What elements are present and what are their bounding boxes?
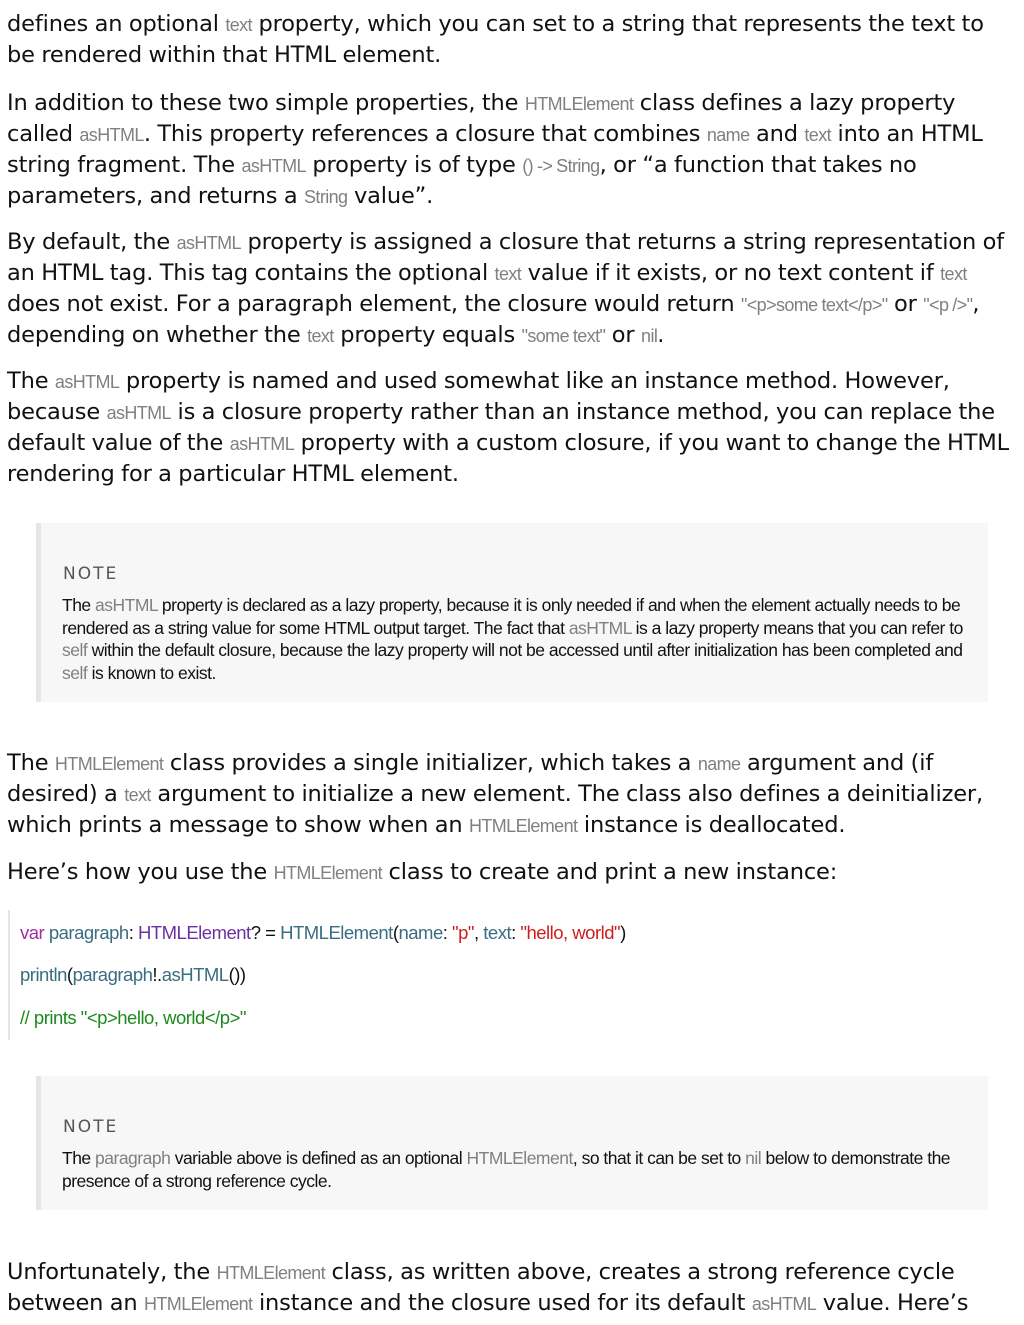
- inline-code: String: [304, 187, 348, 207]
- code-token: text: [483, 922, 512, 943]
- inline-code: name: [697, 754, 741, 774]
- text-run: The: [7, 750, 55, 776]
- text-run: and: [749, 121, 805, 147]
- code-token: HTMLElement: [280, 922, 393, 943]
- inline-code: asHTML: [106, 403, 171, 423]
- inline-code: "<p />": [923, 295, 973, 315]
- inline-code: HTMLElement: [216, 1263, 325, 1283]
- code-token: (: [66, 964, 73, 985]
- inline-code: paragraph: [95, 1148, 171, 1168]
- text-run: instance and the closure used for its default: [252, 1290, 752, 1316]
- inline-code: nil: [641, 326, 658, 346]
- inline-code: HTMLElement: [466, 1148, 573, 1168]
- text-run: class, as written above, creates a strong reference cycle between an: [7, 1259, 955, 1316]
- code-token: name: [398, 922, 443, 943]
- code-block: [8, 910, 1010, 1040]
- code-token: var: [20, 922, 45, 943]
- paragraph-ashtml-lazy-property: [7, 88, 1017, 212]
- text-run: class provides a single initializer, which takes a: [163, 750, 698, 776]
- paragraph-initializer: [7, 748, 1017, 841]
- paragraph-usage-intro: [7, 857, 1017, 888]
- inline-code: text: [804, 125, 832, 145]
- inline-code: text: [225, 15, 252, 35]
- text-run: class defines a lazy property called: [7, 90, 956, 147]
- code-token: :: [128, 922, 138, 943]
- code-token: "p": [452, 922, 474, 943]
- inline-code: asHTML: [176, 233, 241, 253]
- text-run: or: [605, 322, 642, 348]
- text-run: variable above is defined as an optional: [170, 1148, 467, 1168]
- text-run: The: [62, 1148, 96, 1168]
- code-token: paragraph: [48, 922, 129, 943]
- inline-code: HTMLElement: [273, 863, 383, 883]
- code-token: (: [392, 922, 399, 943]
- inline-code: text: [940, 264, 967, 284]
- text-run: instance is deallocated.: [577, 812, 846, 838]
- code-token: :: [511, 922, 521, 943]
- text-run: , or “a function that takes no parameters, and returns a: [7, 152, 917, 209]
- code-token: HTMLElement: [137, 922, 251, 943]
- code-token: paragraph: [72, 964, 153, 985]
- text-run: The: [62, 595, 96, 615]
- note-box-optional-paragraph: [36, 1076, 988, 1210]
- code-token: // prints "<p>hello, world</p>": [20, 1007, 246, 1028]
- text-run: argument to initialize a new element. The class also defines a deinitializer, which prints a message to show when an: [7, 781, 984, 838]
- code-token: :: [442, 922, 453, 943]
- code-token: ? =: [250, 922, 281, 943]
- text-run: class to create and print a new instance:: [382, 859, 838, 885]
- inline-code: () -> String: [522, 156, 600, 176]
- text-run: property is named and used somewhat like an instance method. However, because: [7, 368, 950, 425]
- text-run: property, which you can set to a string that represents the text to be rendered within that HTML element.: [7, 11, 984, 68]
- code-token: ,: [473, 922, 484, 943]
- text-run: property with a custom closure, if you want to change the HTML rendering for a particular HTML element.: [7, 430, 1010, 487]
- inline-code: HTMLElement: [468, 816, 578, 836]
- paragraph-closure-property: [7, 366, 1017, 489]
- inline-code: text: [124, 785, 151, 805]
- text-run: . This property references a closure that combines: [143, 121, 707, 147]
- text-run: within the default closure, because the lazy property will not be accessed until after initialization has been completed and: [87, 640, 963, 660]
- text-run: The: [7, 368, 55, 394]
- code-line: [20, 1007, 246, 1029]
- text-run: Here’s how you use the: [7, 859, 274, 885]
- code-token: println: [20, 964, 67, 985]
- text-run: By default, the: [7, 229, 177, 255]
- code-line: [20, 964, 246, 986]
- note-label: NOTE: [63, 1117, 119, 1137]
- inline-code: self: [62, 640, 88, 660]
- text-run: property is assigned a closure that returns a string representation of an HTML tag. This tag contains the optional: [7, 229, 1004, 286]
- text-run: or: [887, 291, 924, 317]
- text-run: is a lazy property means that you can refer to: [631, 617, 963, 638]
- text-run: property is declared as a lazy property, because it is only needed if and when the element actually needs to be rendered as a string value for some HTML output target. The fact that: [62, 595, 961, 638]
- paragraph-default-closure: [7, 227, 1017, 351]
- inline-code: self: [62, 662, 88, 683]
- text-run: is a closure property rather than an instance method, you can replace the default value of the: [7, 399, 995, 456]
- code-token: !.: [152, 964, 162, 985]
- note-text: [62, 594, 972, 684]
- text-run: , so that it can be set to: [572, 1148, 746, 1168]
- note-box-lazy-property: [36, 523, 988, 702]
- text-run: Unfortunately, the: [7, 1259, 217, 1285]
- inline-code: asHTML: [751, 1294, 817, 1314]
- text-run: defines an optional: [7, 11, 226, 37]
- code-token: "hello, world": [520, 922, 621, 943]
- text-run: property equals: [333, 322, 522, 348]
- text-run: into an HTML string fragment. The: [7, 121, 983, 178]
- inline-code: asHTML: [79, 125, 144, 145]
- inline-code: asHTML: [54, 372, 120, 392]
- text-run: value if it exists, or no text content if: [521, 260, 941, 286]
- text-run: is known to exist.: [87, 662, 216, 683]
- inline-code: text: [307, 326, 334, 346]
- inline-code: text: [494, 264, 522, 284]
- inline-code: asHTML: [241, 156, 306, 176]
- text-run: value. Here’s: [816, 1290, 969, 1316]
- inline-code: "some text": [521, 326, 606, 346]
- text-run: argument and (if desired) a: [7, 750, 934, 807]
- text-run: In addition to these two simple properties, the: [7, 90, 525, 116]
- text-run: value”.: [347, 183, 434, 209]
- code-token: ): [620, 922, 626, 943]
- inline-code: "<p>some text</p>": [740, 295, 888, 315]
- text-run: .: [657, 322, 665, 348]
- paragraph-strong-reference-cycle: [7, 1257, 1017, 1319]
- inline-code: asHTML: [229, 434, 295, 454]
- code-token: ()): [228, 964, 246, 985]
- note-text: [62, 1147, 972, 1192]
- paragraph-text-property: [7, 9, 1017, 70]
- inline-code: HTMLElement: [144, 1294, 253, 1314]
- text-run: , depending on whether the: [7, 291, 980, 348]
- inline-code: HTMLElement: [54, 754, 164, 774]
- inline-code: nil: [745, 1148, 762, 1168]
- text-run: property is of type: [305, 152, 523, 178]
- code-line: [20, 922, 626, 944]
- inline-code: HTMLElement: [524, 94, 634, 114]
- code-token: asHTML: [161, 964, 229, 985]
- inline-code: name: [706, 125, 750, 145]
- inline-code: asHTML: [568, 617, 632, 638]
- note-label: NOTE: [63, 564, 119, 584]
- text-run: does not exist. For a paragraph element, the closure would return: [7, 291, 741, 317]
- text-run: below to demonstrate the presence of a strong reference cycle.: [62, 1148, 951, 1191]
- inline-code: asHTML: [95, 595, 158, 615]
